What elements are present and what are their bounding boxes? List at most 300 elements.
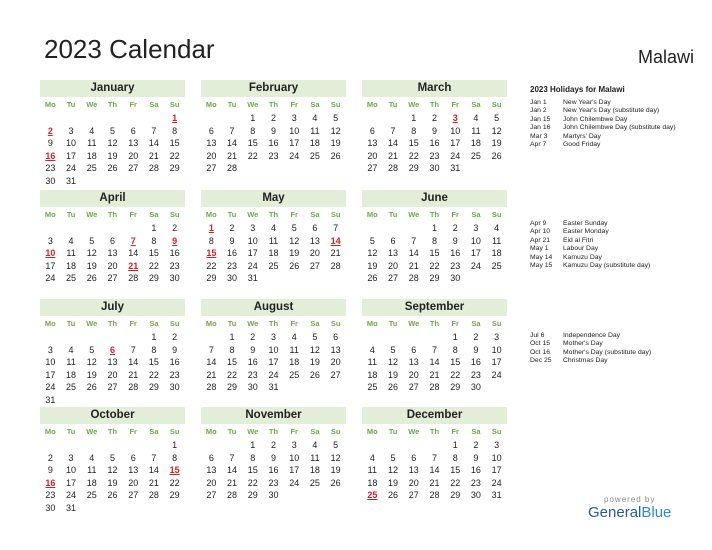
weekday-label: Sa: [471, 100, 481, 109]
day-cell: 5: [369, 235, 375, 246]
powered-by-text: powered by: [604, 495, 656, 504]
day-cell: 7: [229, 452, 235, 463]
day-cell: 5: [89, 344, 95, 355]
day-cell: 6: [130, 125, 136, 136]
day-cell: 25: [470, 150, 481, 161]
holiday-group: [530, 99, 691, 149]
day-cell: 16: [227, 248, 238, 259]
day-cell: 5: [109, 125, 115, 136]
empty-cell: [61, 222, 82, 235]
empty-cell: [424, 439, 445, 452]
day-cell: 28: [227, 163, 238, 174]
day-cell: 4: [68, 235, 74, 246]
day-cell: 30: [429, 163, 440, 174]
holiday-day: 3: [452, 113, 458, 123]
holiday-name: Labour Day: [563, 245, 599, 253]
day-cell: 2: [473, 332, 479, 342]
day-cell: 11: [471, 125, 481, 136]
weekday-label: Fr: [451, 100, 459, 109]
day-cell: 22: [148, 369, 159, 380]
day-cell: 19: [330, 465, 341, 476]
day-cell: 9: [172, 344, 178, 355]
day-cell: 6: [130, 452, 136, 463]
month-title: January: [40, 80, 185, 97]
day-cell: 16: [268, 138, 279, 149]
holiday-day: 15: [206, 248, 217, 259]
day-grid: [201, 331, 346, 394]
day-cell: 1: [452, 332, 458, 342]
holiday-day: 7: [130, 235, 136, 246]
holiday-name: Christmas Day: [563, 357, 608, 365]
weekday-label: Fr: [129, 210, 137, 219]
day-cell: 7: [333, 223, 339, 233]
day-cell: 3: [494, 440, 500, 450]
holiday-row: [530, 254, 691, 262]
holiday-day: 2: [47, 125, 53, 136]
day-grid: [40, 331, 185, 407]
day-cell: 25: [309, 150, 320, 161]
day-cell: 5: [494, 113, 500, 123]
day-cell: 20: [408, 369, 419, 380]
day-cell: 30: [268, 490, 279, 501]
day-cell: 14: [429, 357, 440, 368]
day-cell: 8: [151, 235, 157, 246]
day-cell: 7: [431, 344, 437, 355]
day-cell: 21: [388, 150, 399, 161]
weekday-label: We: [408, 210, 420, 219]
day-cell: 30: [247, 382, 258, 393]
day-cell: 28: [408, 273, 419, 284]
holiday-row: [530, 262, 691, 270]
day-cell: 13: [408, 465, 419, 476]
day-cell: 3: [270, 332, 276, 342]
day-cell: 11: [367, 465, 378, 476]
country-name: Malawi: [637, 47, 694, 67]
day-cell: 22: [450, 477, 461, 488]
weekday-label: We: [247, 210, 259, 219]
holiday-group: [530, 220, 691, 270]
day-cell: 14: [227, 138, 238, 149]
day-cell: 26: [107, 490, 118, 501]
empty-cell: [123, 112, 144, 125]
day-cell: 5: [109, 452, 115, 463]
weekday-label: Sa: [310, 210, 320, 219]
day-cell: 18: [66, 260, 77, 271]
month-2: [201, 80, 346, 175]
day-cell: 8: [208, 235, 214, 246]
weekday-label: Th: [268, 319, 279, 328]
day-cell: 22: [206, 260, 217, 271]
day-cell: 12: [388, 357, 399, 368]
day-cell: 6: [333, 332, 339, 342]
weekday-label: Fr: [290, 210, 298, 219]
day-cell: 1: [172, 440, 178, 450]
day-cell: 22: [148, 260, 159, 271]
empty-cell: [81, 112, 102, 125]
weekday-label: Th: [429, 319, 440, 328]
weekday-header: [201, 316, 346, 331]
day-cell: 2: [250, 332, 256, 342]
empty-cell: [40, 439, 61, 452]
weekday-label: Sa: [149, 319, 159, 328]
weekday-label: Su: [330, 319, 341, 328]
empty-cell: [362, 439, 383, 452]
day-cell: 18: [309, 465, 320, 476]
weekday-label: Tu: [227, 210, 237, 219]
empty-cell: [403, 331, 424, 344]
day-cell: 14: [206, 357, 217, 368]
weekday-label: Su: [330, 210, 341, 219]
holiday-name: John Chilembwe Day: [563, 115, 628, 123]
day-cell: 14: [227, 465, 238, 476]
day-cell: 15: [169, 138, 180, 149]
day-cell: 9: [229, 235, 235, 246]
day-cell: 30: [169, 273, 180, 284]
holiday-date: Jul 6: [530, 332, 545, 339]
day-grid: [40, 439, 185, 515]
day-cell: 16: [169, 357, 180, 368]
holiday-row: [530, 107, 691, 115]
day-cell: 17: [289, 138, 300, 149]
day-cell: 2: [172, 223, 178, 233]
weekday-label: Tu: [227, 427, 237, 436]
day-cell: 27: [128, 490, 139, 501]
day-cell: 23: [470, 369, 481, 380]
day-cell: 19: [388, 369, 399, 380]
day-cell: 20: [128, 477, 139, 488]
day-cell: 24: [45, 273, 56, 284]
day-cell: 11: [66, 357, 76, 368]
weekday-label: Sa: [310, 427, 320, 436]
holiday-date: Dec 25: [530, 357, 552, 365]
holiday-date: Mar 3: [530, 132, 548, 140]
brand-logo: [588, 495, 671, 521]
day-cell: 13: [309, 235, 320, 246]
day-cell: 17: [450, 138, 461, 149]
day-cell: 12: [330, 125, 341, 136]
day-cell: 13: [206, 138, 217, 149]
day-cell: 2: [270, 440, 276, 450]
empty-cell: [40, 112, 61, 125]
day-cell: 23: [45, 163, 56, 174]
empty-cell: [61, 112, 82, 125]
day-cell: 11: [87, 465, 97, 476]
empty-cell: [201, 439, 222, 452]
weekday-label: We: [408, 100, 420, 109]
day-cell: 25: [66, 382, 77, 393]
day-cell: 27: [128, 163, 139, 174]
day-cell: 28: [429, 382, 440, 393]
month-title: November: [201, 407, 346, 424]
holiday-row: [530, 357, 691, 365]
day-cell: 27: [388, 273, 399, 284]
day-cell: 16: [429, 138, 440, 149]
holiday-date: Oct 16: [530, 348, 551, 356]
weekday-label: Sa: [471, 427, 481, 436]
day-cell: 25: [289, 369, 300, 380]
day-cell: 29: [169, 163, 180, 174]
weekday-label: Mo: [44, 319, 56, 328]
holiday-name: Mother's Day (substitute day): [563, 348, 652, 356]
day-cell: 21: [128, 369, 139, 380]
weekday-label: Tu: [227, 100, 237, 109]
day-cell: 6: [390, 235, 396, 246]
holiday-row: [530, 245, 691, 253]
weekday-label: We: [408, 319, 420, 328]
day-cell: 16: [169, 248, 180, 259]
day-cell: 13: [107, 357, 118, 368]
day-cell: 21: [206, 369, 217, 380]
month-11: [201, 407, 346, 502]
weekday-label: We: [86, 210, 98, 219]
day-cell: 10: [491, 344, 502, 355]
weekday-label: We: [247, 319, 259, 328]
empty-cell: [424, 331, 445, 344]
month-title: September: [362, 299, 507, 316]
day-cell: 18: [470, 138, 481, 149]
day-cell: 21: [408, 260, 419, 271]
day-cell: 20: [206, 150, 217, 161]
weekday-label: Fr: [129, 319, 137, 328]
weekday-header: [201, 207, 346, 222]
day-cell: 4: [312, 113, 318, 123]
day-cell: 29: [227, 382, 238, 393]
day-cell: 4: [68, 344, 74, 355]
day-cell: 25: [367, 382, 378, 393]
day-cell: 30: [169, 382, 180, 393]
day-cell: 8: [172, 452, 178, 463]
day-grid: [40, 222, 185, 285]
day-cell: 1: [411, 113, 417, 123]
day-cell: 20: [367, 150, 378, 161]
weekday-label: Mo: [44, 210, 56, 219]
day-cell: 9: [473, 452, 479, 463]
day-cell: 25: [66, 273, 77, 284]
day-grid: [362, 331, 507, 394]
holiday-date: Jan 16: [530, 124, 551, 132]
day-cell: 23: [247, 369, 258, 380]
day-cell: 4: [89, 125, 95, 136]
day-cell: 8: [172, 125, 178, 136]
holiday-date: May 15: [530, 262, 553, 270]
day-cell: 2: [452, 223, 458, 233]
day-grid: [201, 222, 346, 285]
day-cell: 4: [369, 344, 375, 355]
holiday-row: [530, 141, 691, 149]
day-cell: 15: [247, 465, 258, 476]
holiday-row: [530, 133, 691, 141]
holiday-row: [530, 99, 691, 107]
weekday-header: [40, 207, 185, 222]
weekday-label: Tu: [388, 427, 398, 436]
day-cell: 5: [390, 344, 396, 355]
day-cell: 28: [128, 273, 139, 284]
day-cell: 15: [450, 465, 461, 476]
day-cell: 5: [390, 452, 396, 463]
day-cell: 13: [206, 465, 217, 476]
day-cell: 2: [229, 223, 235, 233]
day-cell: 27: [367, 163, 378, 174]
empty-cell: [201, 112, 222, 125]
day-cell: 14: [148, 465, 159, 476]
day-cell: 26: [491, 150, 502, 161]
weekday-header: [201, 424, 346, 439]
day-cell: 25: [86, 163, 97, 174]
empty-cell: [403, 222, 424, 235]
weekday-label: Su: [491, 427, 502, 436]
weekday-label: Su: [491, 210, 502, 219]
empty-cell: [81, 331, 102, 344]
day-cell: 3: [494, 332, 500, 342]
day-cell: 14: [128, 248, 139, 259]
weekday-label: We: [86, 100, 98, 109]
empty-cell: [102, 112, 123, 125]
day-cell: 29: [408, 163, 419, 174]
day-cell: 28: [206, 382, 217, 393]
day-cell: 15: [247, 138, 258, 149]
day-cell: 21: [148, 150, 159, 161]
weekday-label: Fr: [129, 427, 137, 436]
weekday-label: Mo: [366, 100, 378, 109]
day-cell: 4: [270, 223, 276, 233]
day-cell: 22: [408, 150, 419, 161]
day-cell: 8: [250, 452, 256, 463]
day-cell: 20: [408, 477, 419, 488]
holiday-name: John Chilembwe Day (substitute day): [563, 124, 676, 132]
day-cell: 1: [431, 223, 437, 233]
day-cell: 10: [289, 452, 300, 463]
day-cell: 26: [309, 369, 320, 380]
weekday-label: Th: [268, 427, 279, 436]
brand-blue: Blue: [641, 504, 672, 521]
day-cell: 29: [450, 490, 461, 501]
day-cell: 8: [411, 125, 417, 136]
month-title: October: [40, 407, 185, 424]
holiday-row: [530, 220, 691, 228]
weekday-label: Fr: [451, 319, 459, 328]
day-cell: 25: [491, 260, 502, 271]
day-cell: 6: [208, 125, 214, 136]
holiday-day: 16: [45, 150, 56, 161]
weekday-label: Th: [107, 100, 118, 109]
weekday-label: Mo: [205, 210, 217, 219]
empty-cell: [102, 222, 123, 235]
holiday-day: 9: [172, 235, 178, 246]
day-cell: 12: [86, 248, 97, 259]
day-cell: 11: [491, 235, 502, 246]
weekday-label: Mo: [44, 100, 56, 109]
page-title: 2023 Calendar: [44, 34, 215, 64]
day-cell: 15: [148, 357, 159, 368]
holiday-day: 15: [169, 465, 180, 476]
day-cell: 14: [408, 248, 419, 259]
weekday-label: Fr: [290, 100, 298, 109]
day-cell: 5: [312, 332, 318, 342]
day-cell: 14: [429, 465, 440, 476]
day-cell: 3: [473, 223, 479, 233]
day-cell: 17: [268, 357, 279, 368]
empty-cell: [123, 222, 144, 235]
holiday-row: [530, 332, 691, 340]
day-cell: 31: [491, 490, 502, 501]
empty-cell: [102, 439, 123, 452]
weekday-label: We: [86, 319, 98, 328]
day-cell: 3: [47, 235, 53, 246]
day-cell: 4: [312, 440, 318, 450]
holiday-row: [530, 237, 691, 245]
empty-cell: [383, 331, 404, 344]
month-1: [40, 80, 185, 188]
weekday-label: Su: [491, 319, 502, 328]
day-cell: 31: [66, 502, 77, 513]
day-cell: 14: [128, 357, 139, 368]
day-cell: 26: [107, 163, 118, 174]
day-cell: 31: [268, 382, 279, 393]
weekday-label: Fr: [290, 427, 298, 436]
weekday-label: Tu: [388, 210, 398, 219]
day-cell: 11: [66, 248, 76, 259]
empty-cell: [383, 112, 404, 125]
weekday-header: [362, 316, 507, 331]
day-cell: 25: [268, 260, 279, 271]
day-cell: 17: [66, 477, 77, 488]
day-cell: 12: [86, 357, 97, 368]
weekday-label: Th: [429, 427, 440, 436]
day-cell: 15: [408, 138, 419, 149]
day-cell: 7: [130, 344, 136, 355]
month-10: [40, 407, 185, 515]
holiday-group: [530, 332, 691, 366]
day-cell: 16: [450, 248, 461, 259]
day-cell: 21: [429, 477, 440, 488]
holiday-name: Easter Sunday: [563, 220, 608, 227]
holiday-day: 10: [45, 248, 56, 259]
weekday-label: Tu: [66, 319, 76, 328]
weekday-label: Th: [429, 210, 440, 219]
day-cell: 17: [45, 369, 56, 380]
day-cell: 21: [429, 369, 440, 380]
day-cell: 23: [450, 260, 461, 271]
day-cell: 13: [367, 138, 378, 149]
empty-cell: [362, 112, 383, 125]
day-cell: 17: [491, 465, 502, 476]
day-cell: 26: [367, 273, 378, 284]
day-cell: 5: [89, 235, 95, 246]
day-cell: 29: [169, 490, 180, 501]
day-cell: 2: [172, 332, 178, 342]
day-cell: 24: [268, 369, 279, 380]
day-cell: 17: [470, 248, 481, 259]
day-cell: 22: [227, 369, 238, 380]
day-cell: 3: [68, 125, 74, 136]
day-cell: 20: [206, 477, 217, 488]
brand-general: General: [588, 504, 642, 521]
day-cell: 9: [270, 125, 276, 136]
day-cell: 22: [169, 477, 180, 488]
day-grid: [40, 112, 185, 188]
day-cell: 18: [491, 248, 502, 259]
day-cell: 2: [270, 113, 276, 123]
day-cell: 12: [309, 344, 320, 355]
day-cell: 28: [128, 382, 139, 393]
weekday-label: Th: [107, 427, 118, 436]
day-cell: 20: [107, 260, 118, 271]
month-3: [362, 80, 507, 175]
weekday-header: [40, 316, 185, 331]
day-cell: 23: [429, 150, 440, 161]
holiday-date: Jan 2: [530, 107, 547, 115]
holiday-day: 1: [172, 113, 178, 123]
